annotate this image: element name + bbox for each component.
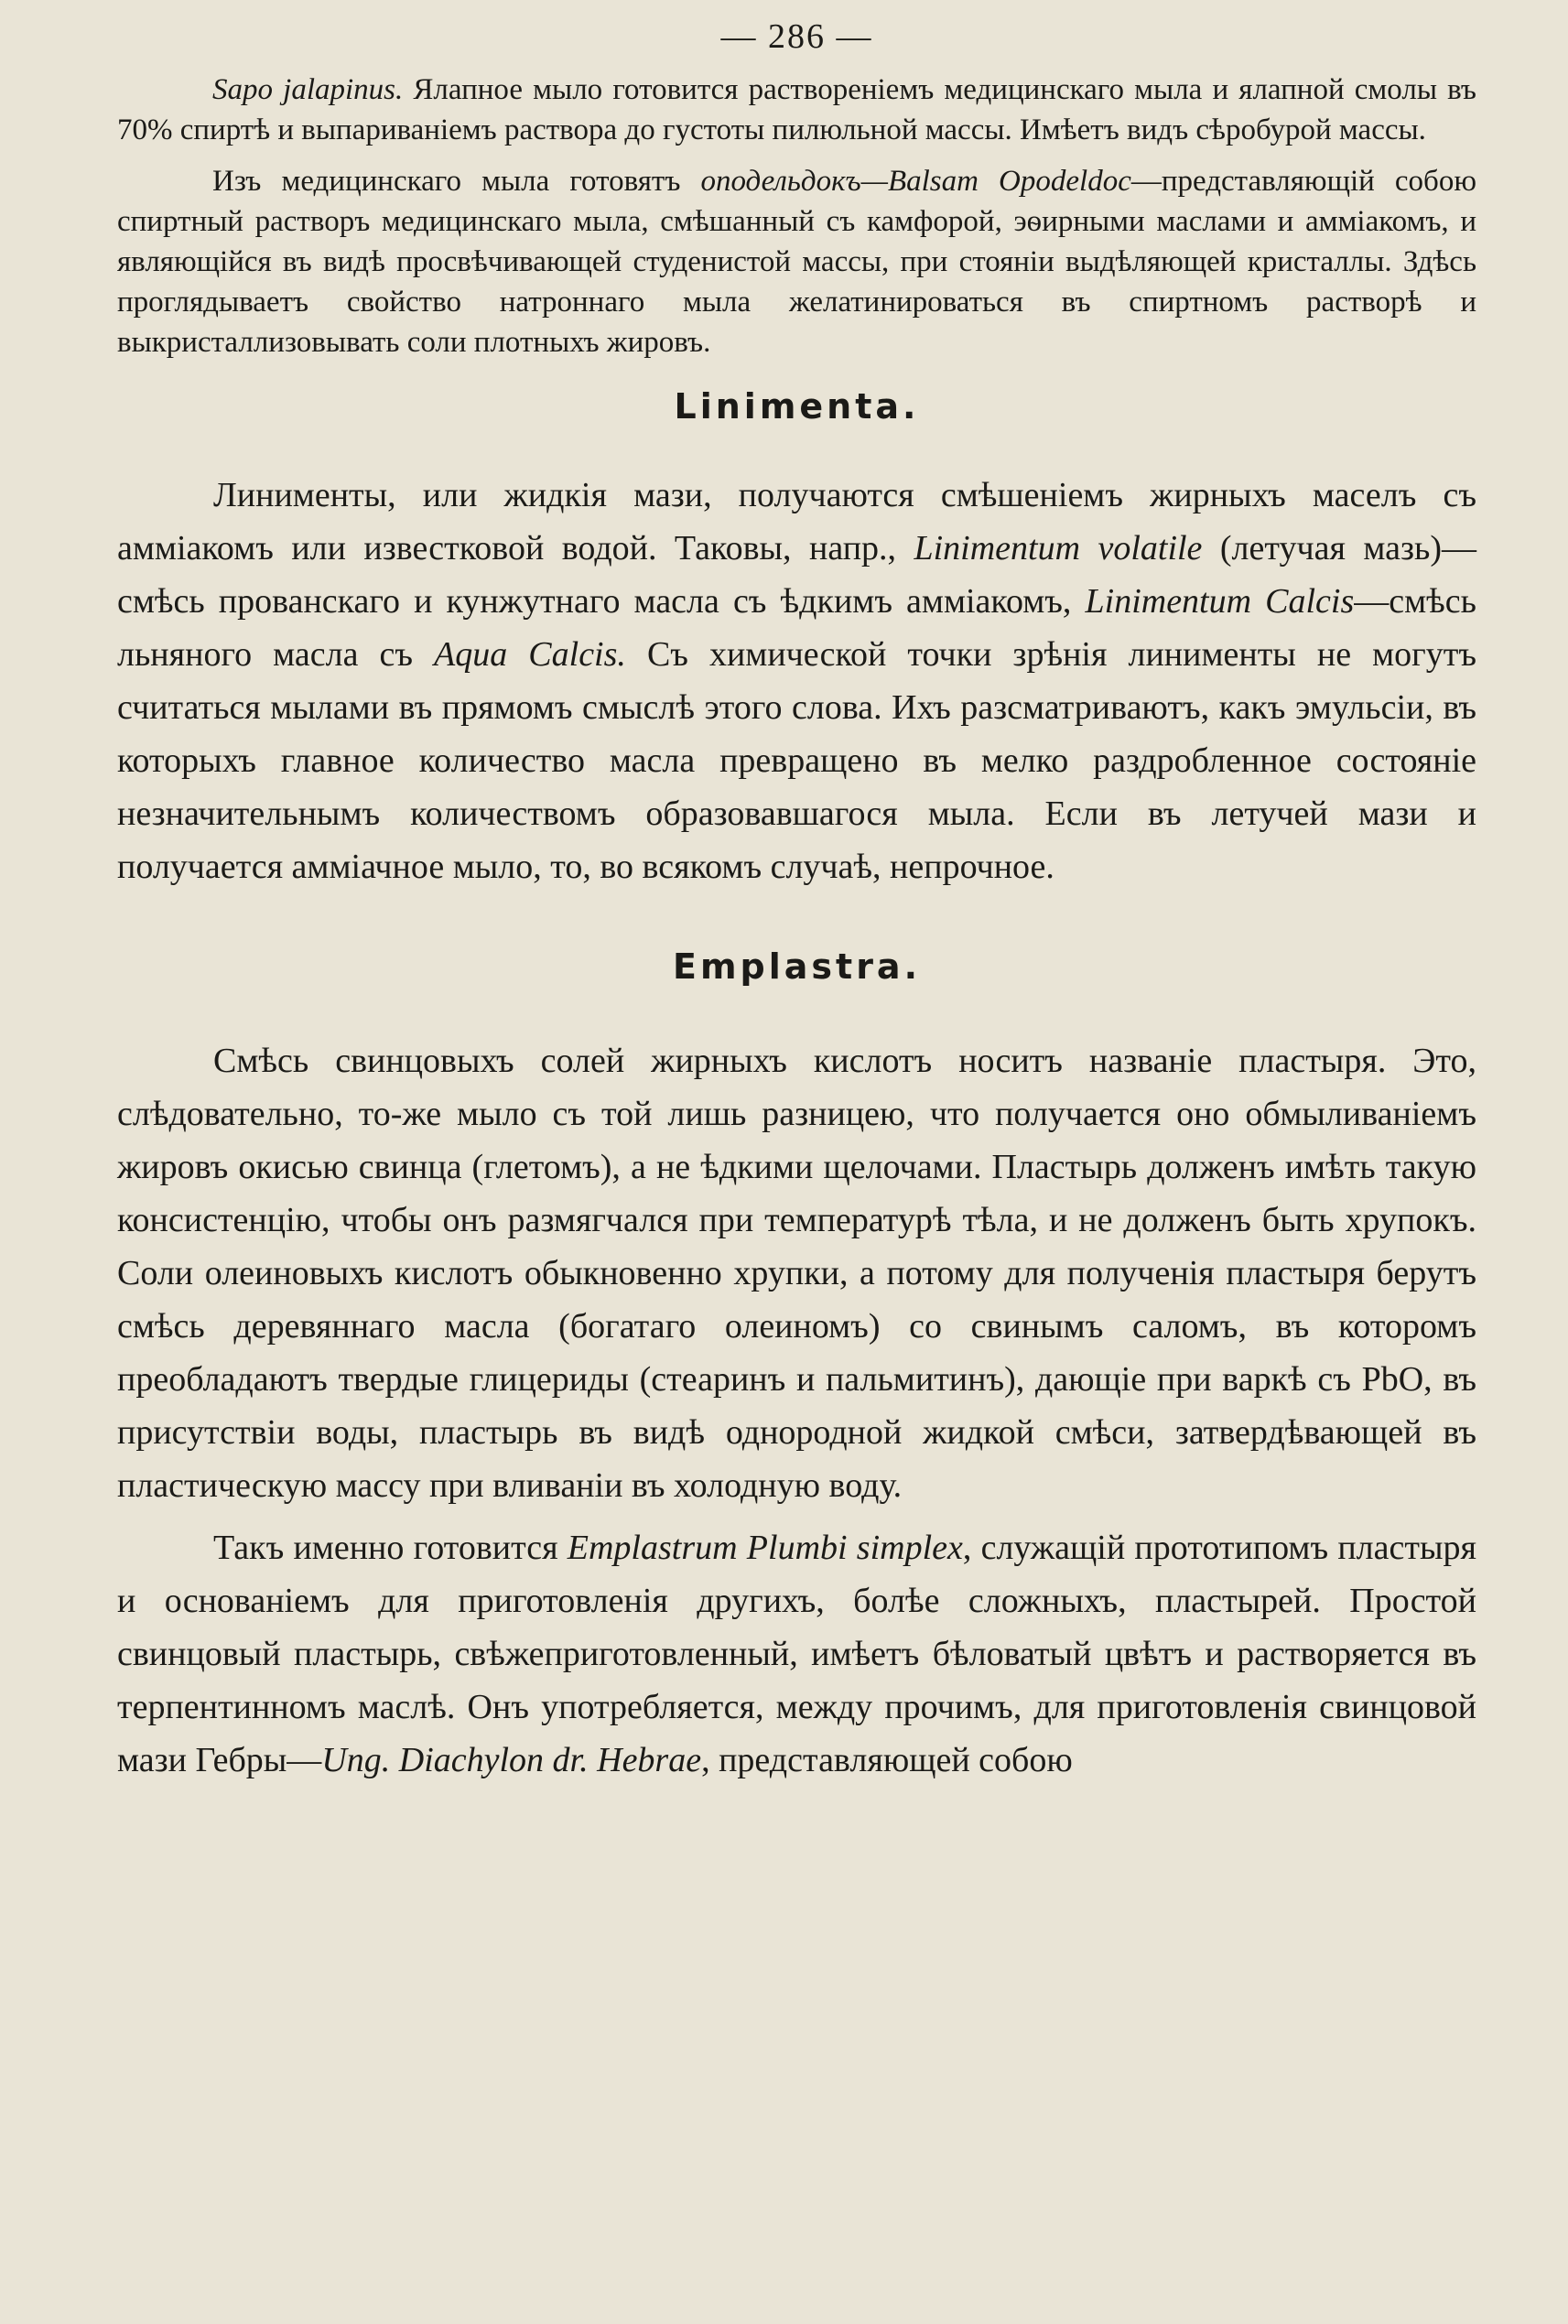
latin-term: Linimentum Calcis	[1085, 582, 1355, 621]
paragraph-sapo-jalapinus	[117, 70, 1476, 150]
latin-term: Ung. Diachylon dr. Hebrae	[321, 1741, 702, 1779]
paragraph-opodeldoc	[117, 161, 1476, 362]
latin-term: Emplastrum Plumbi simplex	[567, 1529, 963, 1567]
paragraph-text: Смѣсь свинцовыхъ солей жирныхъ кислотъ носитъ названiе пластыря. Это, слѣдовательно, то-же мыло съ той лишь разницею, что получается оно обмыливанiемъ жировъ окисью свинца (глетомъ), а не ѣдкими щелочами. Пластырь долженъ имѣть такую консистенцiю, чтобы онъ размягчался при температурѣ тѣла, и не долженъ быть хрупокъ. Соли олеиновыхъ кислотъ обыкновенно хрупки, а потому для полученiя пластыря берутъ смѣсь деревяннаго масла (богатаго олеиномъ) со свинымъ саломъ, въ которомъ преобладаютъ твердые глицериды (стеаринъ и пальмитинъ), дающiе при варкѣ съ PbO, въ присутствiи воды, пластырь въ видѣ однородной жидкой смѣси, затвердѣвающей въ пластическую массу при вливанiи въ холодную воду.	[117, 1042, 1476, 1505]
page-number: — 286 —	[720, 17, 873, 56]
paragraph-text: Такъ именно готовится	[213, 1529, 568, 1567]
section-heading-linimenta: Linimenta.	[674, 386, 920, 427]
paragraph-text: , служащiй прототипомъ пластыря и основанiемъ для приготовленiя другихъ, болѣе сложныхъ, пластырей. Простой свинцовый пластырь, свѣжеприготовленный, имѣетъ бѣловатый цвѣтъ и растворяется въ терпентинномъ маслѣ. Онъ употребляется, между прочимъ, для приготовленiя свинцовой мази Гебры—	[117, 1529, 1476, 1779]
latin-term: Sapo jalapinus.	[212, 73, 404, 106]
latin-term: Aqua Calcis.	[434, 635, 626, 674]
emplastra-section	[117, 1034, 1476, 1787]
paragraph-text: Изъ медицинскаго мыла готовятъ	[212, 165, 701, 198]
paragraph-emplastra	[117, 1034, 1476, 1512]
section-heading-emplastra: Emplastra.	[672, 946, 922, 987]
paragraph-text: —представляющiй собою спиртный растворъ медицинскаго мыла, смѣшанный съ камфорой, эѳирными маслами и аммiакомъ, и являющiйся въ видѣ просвѣчивающей студенистой массы, при стоянiи выдѣляющей кристаллы. Здѣсь проглядываетъ свойство натроннаго мыла желатинироваться въ спиртномъ растворѣ и выкристаллизовывать соли плотныхъ жировъ.	[117, 165, 1476, 359]
paragraph-emplastrum-plumbi	[117, 1521, 1476, 1787]
latin-term: Linimentum volatile	[914, 529, 1203, 567]
linimenta-section	[117, 469, 1476, 893]
latin-term: оподельдокъ—Balsam Opodeldoc	[700, 165, 1131, 198]
paragraph-linimenta	[117, 469, 1476, 893]
paragraph-text: (летучая мазь)—смѣсь прованскаго и кунжутнаго масла съ ѣдкимъ аммiакомъ,	[117, 529, 1476, 621]
paragraph-text: Ялапное мыло готовится растворенiемъ медицинскаго мыла и ялапной смолы въ 70% спиртѣ и выпариванiемъ раствора до густоты пилюльной массы. Имѣетъ видъ сѣробурой массы.	[117, 73, 1476, 146]
paragraph-text: Линименты, или жидкiя мази, получаются смѣшенiемъ жирныхъ маселъ съ аммiакомъ или известковой водой. Таковы, напр.,	[117, 476, 1476, 567]
paragraph-text: , представляющей собою	[701, 1741, 1073, 1779]
paragraph-text: Съ химической точки зрѣнiя линименты не могутъ считаться мылами въ прямомъ смыслѣ этого слова. Ихъ разсматриваютъ, какъ эмульсiи, въ которыхъ главное количество масла превращено въ мелко раздробленное состоянiе незначительнымъ количествомъ образовавшагося мыла. Если въ летучей мази и получается аммiачное мыло, то, во всякомъ случаѣ, непрочное.	[117, 635, 1476, 886]
intro-section	[117, 70, 1476, 362]
paragraph-text: —смѣсь льняного масла съ	[117, 582, 1476, 674]
